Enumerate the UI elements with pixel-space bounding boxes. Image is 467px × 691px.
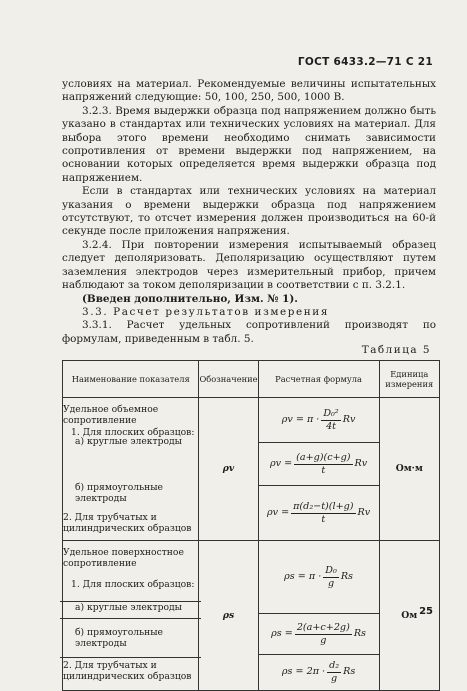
volume-sub2: 2. Для трубчатых и цилиндрических образцов — [63, 512, 192, 535]
header-formula: Расчетная формула — [258, 361, 379, 398]
surface-name: Удельное поверхностное сопротивление — [63, 547, 184, 570]
paragraph-continuation: условиях на материал. Рекомендуемые величины испытательных напряжений следующие: 50, 100, 250, 500, 1000 В. — [62, 78, 436, 104]
volume-formula-3: ρv = $\frac{\text{π(d₂−t)(l+g)}}{t}$ Rv — [259, 485, 379, 540]
surface-formula-1: ρs = π · $\frac{\text{D₀}}{g}$ Rs — [284, 565, 353, 589]
surface-sub1a: а) круглые электроды — [75, 602, 182, 613]
paragraph-3-3-1: 3.3.1. Расчет удельных сопротивлений производят по формулам, приведенным в табл. 5. — [62, 319, 436, 345]
paragraph-3-2-3: 3.2.3. Время выдержки образца под напряжением должно быть указано в стандартах или технических условиях на материал. Для выбора этого времени необходимо снимать зависимости сопротивления от времени выдержки под напряжением, на основании которых определяется время выдержки образца под напряжением. — [62, 104, 436, 184]
volume-sub1b: б) прямоугольные электроды — [75, 481, 163, 504]
paragraph-default-time: Если в стандартах или технических условиях на материал указания о времени выдержки образца под напряжением отсутствуют, то отсчет измерения должен производиться на 60-й секунде после приложения напряжения. — [62, 185, 436, 238]
paragraph-3-2-4: 3.2.4. При повторении измерения испытываемый образец следует деполяризовать. Деполяризацию осуществляют путем заземления электродов через измерительный прибор, причем наблюдают за током деполяризации в соответствии с п. 3.2.1. — [62, 238, 436, 292]
header-symbol: Обозначение — [199, 361, 258, 398]
table-title: Таблица 5 — [361, 344, 431, 356]
header-name: Наименование показателя — [63, 361, 199, 398]
page-number: 25 — [419, 606, 433, 617]
volume-symbol: ρv — [199, 398, 258, 541]
volume-sub1a: а) круглые электроды — [75, 436, 182, 447]
body-text — [62, 78, 436, 346]
volume-formula-2: ρv = $\frac{(a+g)(c+g)}{t}$ Rv — [259, 442, 379, 485]
page-header: ГОСТ 6433.2—71 С 21 — [297, 56, 433, 68]
volume-name: Удельное объемное сопротивление — [63, 404, 159, 427]
amendment-note: (Введен дополнительно, Изм. № 1). — [82, 292, 298, 305]
surface-sub1: 1. Для плоских образцов: — [71, 579, 195, 590]
table-header-row — [63, 361, 440, 398]
formula-table — [62, 360, 440, 691]
volume-formulas — [258, 398, 379, 541]
surface-sub2: 2. Для трубчатых и цилиндрических образцов — [63, 660, 192, 683]
volume-unit: Ом·м — [379, 398, 439, 541]
table-row-volume — [63, 398, 440, 541]
volume-sub1: 1. Для плоских образцов: — [71, 426, 195, 438]
section-3-3-heading: 3.3. Расчет результатов измерения — [82, 305, 329, 318]
header-unit: Единица измерения — [379, 361, 439, 398]
volume-name-cell — [63, 398, 199, 541]
surface-symbol: ρs — [199, 541, 258, 691]
table-row-surface — [63, 541, 440, 691]
surface-formula-3: ρs = 2π · $\frac{\text{d₂}}{g}$ Rs — [259, 654, 379, 689]
surface-name-cell — [63, 541, 199, 691]
surface-formula-2: ρs = $\frac{2(a+c+2g)}{g}$ Rs — [259, 613, 379, 654]
volume-formula-1: ρv = π · $\frac{\text{D₀²}}{4t}$ Rv — [281, 408, 356, 432]
surface-unit: Ом — [379, 541, 439, 691]
surface-sub1b: б) прямоугольные электроды — [75, 626, 163, 649]
surface-formulas — [258, 541, 379, 691]
